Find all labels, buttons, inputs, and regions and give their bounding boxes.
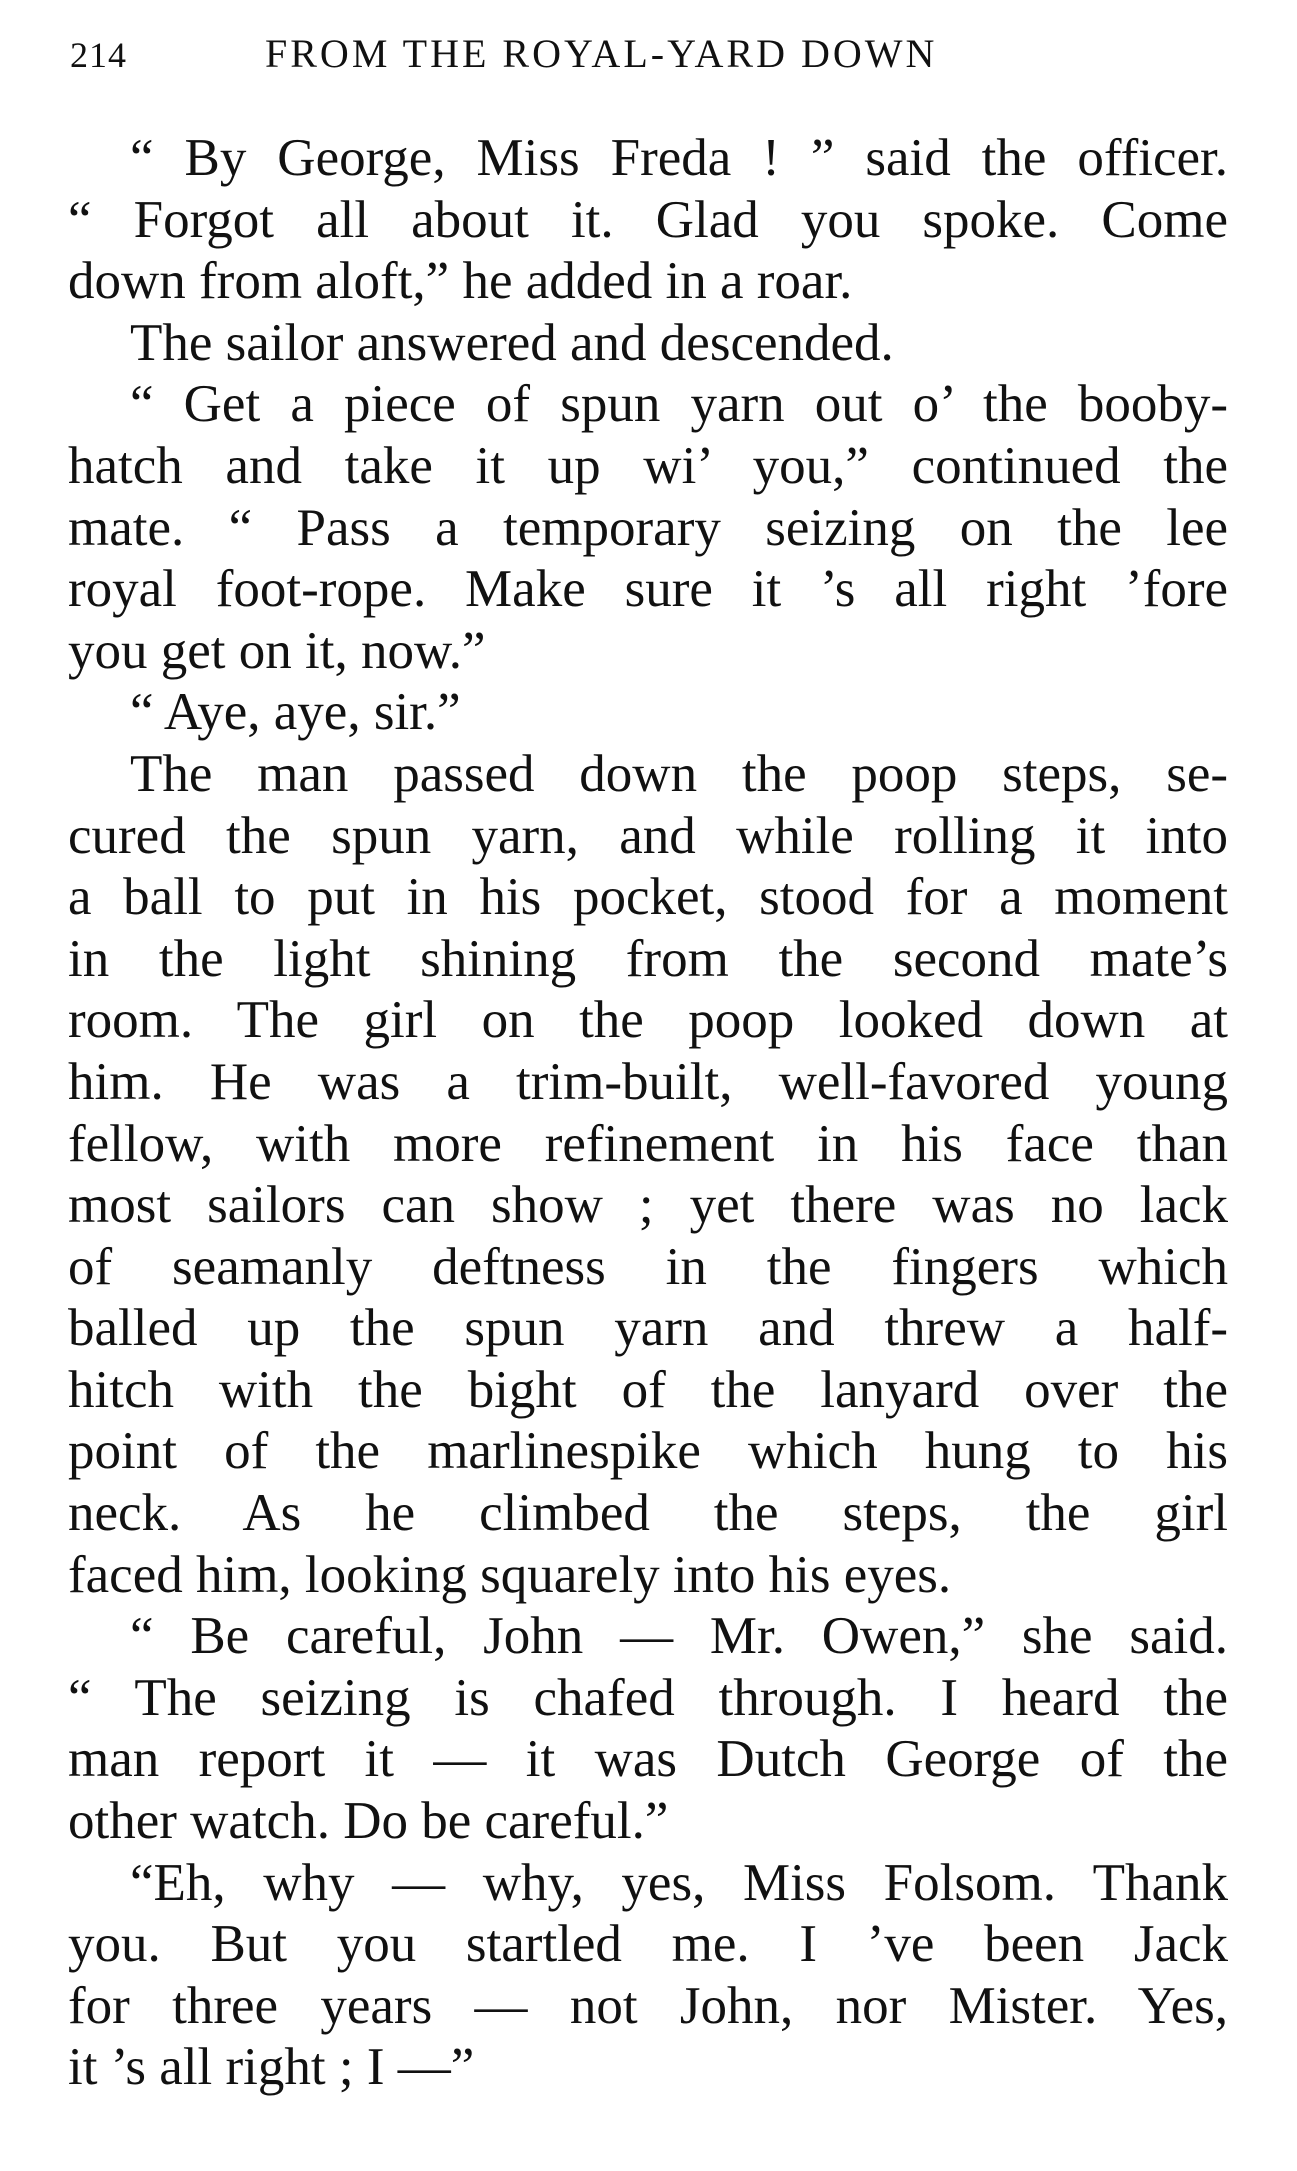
text-line: hatch and take it up wi’ you,” continued the xyxy=(68,436,1228,495)
text-line: of seamanly deftness in the fingers which xyxy=(68,1237,1228,1296)
text-line: you. But you startled me. I ’ve been Jack xyxy=(68,1915,1228,1974)
text-line: royal foot-rope. Make sure it ’s all right ’fore xyxy=(68,560,1228,619)
text-line: The sailor answered and descended. xyxy=(130,313,894,372)
text-line: you get on it, now.” xyxy=(68,621,486,680)
text-line: in the light shining from the second mate’s xyxy=(68,929,1228,988)
text-line: “ The seizing is chafed through. I heard the xyxy=(68,1668,1228,1727)
body-text xyxy=(68,128,1228,2099)
text-line: most sailors can show ; yet there was no lack xyxy=(68,1176,1228,1235)
text-line: room. The girl on the poop looked down at xyxy=(68,991,1228,1050)
text-line: faced him, looking squarely into his eyes. xyxy=(68,1545,952,1604)
text-line: “ Forgot all about it. Glad you spoke. Come xyxy=(68,190,1228,249)
text-line: “ Get a piece of spun yarn out o’ the booby- xyxy=(130,375,1228,434)
text-line: point of the marlinespike which hung to his xyxy=(68,1422,1228,1481)
text-line: “ By George, Miss Freda ! ” said the officer. xyxy=(130,129,1228,187)
text-line: hitch with the bight of the lanyard over the xyxy=(68,1360,1228,1419)
text-line: “ Be careful, John — Mr. Owen,” she said. xyxy=(130,1607,1228,1666)
text-line: him. He was a trim-built, well-favored young xyxy=(68,1052,1228,1111)
text-line: for three years — not John, nor Mister. Yes, xyxy=(68,1976,1228,2035)
text-line: “Eh, why — why, yes, Miss Folsom. Thank xyxy=(130,1853,1228,1912)
running-title: FROM THE ROYAL-YARD DOWN xyxy=(265,31,938,76)
text-line: down from aloft,” he added in a roar. xyxy=(68,252,853,311)
running-head xyxy=(70,30,1250,90)
text-line: balled up the spun yarn and threw a half- xyxy=(68,1299,1228,1358)
text-line: fellow, with more refinement in his face than xyxy=(68,1114,1228,1173)
text-line: “ Aye, aye, sir.” xyxy=(130,683,461,742)
text-line: neck. As he climbed the steps, the girl xyxy=(68,1484,1228,1543)
text-line: other watch. Do be careful.” xyxy=(68,1792,669,1851)
text-line: it ’s all right ; I —” xyxy=(68,2038,475,2097)
page-number: 214 xyxy=(70,35,127,75)
text-line: man report it — it was Dutch George of the xyxy=(68,1730,1228,1789)
text-line: a ball to put in his pocket, stood for a moment xyxy=(68,868,1228,927)
text-line: The man passed down the poop steps, se- xyxy=(130,744,1228,803)
text-line: mate. “ Pass a temporary seizing on the lee xyxy=(68,498,1228,557)
text-line: cured the spun yarn, and while rolling it into xyxy=(68,806,1228,865)
